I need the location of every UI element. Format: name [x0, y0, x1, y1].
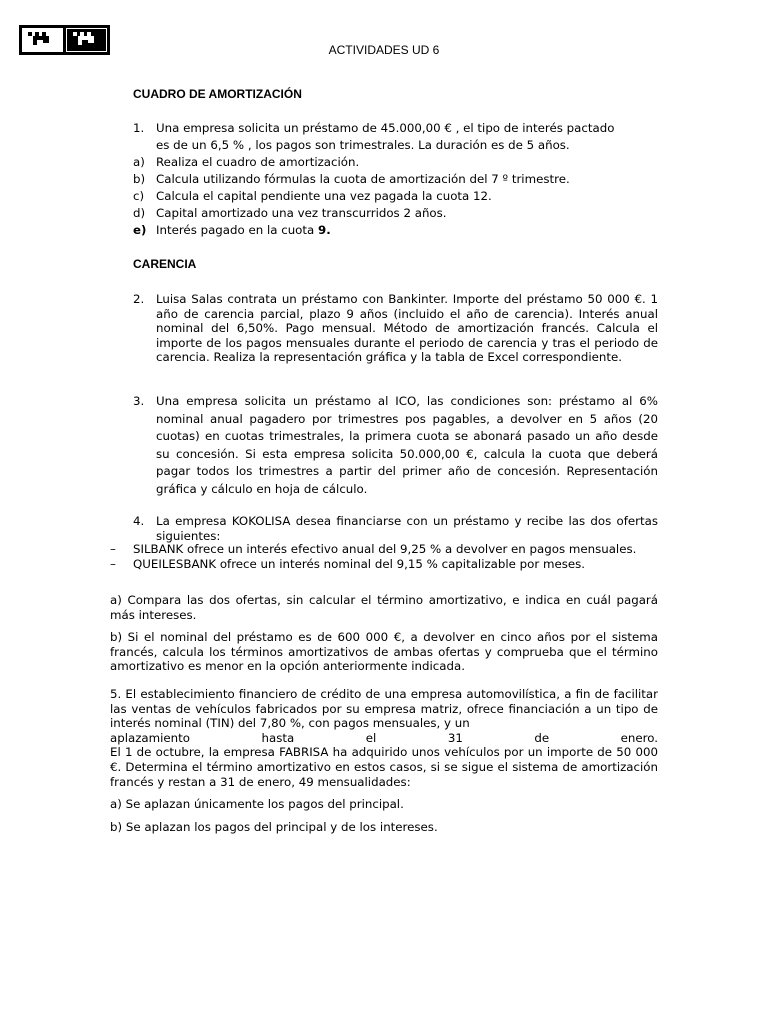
- dash-marker: –: [110, 542, 116, 556]
- exercise-number: 1.: [133, 121, 145, 135]
- page-title: ACTIVIDADES UD 6: [328, 43, 440, 57]
- offer-silbank: [110, 542, 658, 557]
- exercise-number: 2.: [133, 292, 145, 306]
- exercise-5-part-b: b) Se aplazan los pagos del principal y de los intereses.: [110, 820, 438, 834]
- dash-marker: –: [110, 556, 116, 571]
- section-title-amortizacion: CUADRO DE AMORTIZACIÓN: [133, 87, 302, 101]
- subitem-text-bold: 9.: [318, 223, 331, 237]
- exercise-4-part-b: b) Si el nominal del préstamo es de 600 000 €, a devolver en cinco años por el sistema francés, calcula los términos amortizativos de ambas ofertas y comprueba que el término amortizativo es menor en la opción anteriormente indicada.: [110, 630, 658, 674]
- subitem-a: [133, 154, 658, 171]
- section-title-carencia: CARENCIA: [133, 257, 197, 271]
- offer-text: QUEILESBANK ofrece un interés nominal del 9,15 % capitalizable por meses.: [133, 556, 586, 571]
- subitem-marker: b): [133, 172, 146, 186]
- exercise-5: [110, 687, 658, 789]
- word: de: [534, 730, 550, 745]
- subitem-e: [133, 222, 658, 239]
- word: 31: [447, 730, 463, 745]
- subitem-text: Calcula el capital pendiente una vez pagada la cuota 12.: [156, 189, 492, 203]
- subitem-d: [133, 205, 658, 222]
- exercise-5-spread-line: [110, 731, 658, 746]
- exercise-1-line-2: es de un 6,5 % , los pagos son trimestrales. La duración es de 5 años.: [156, 138, 570, 152]
- subitem-marker: e): [133, 223, 147, 237]
- exercise-5-text-end: El 1 de octubre, la empresa FABRISA ha adquirido unos vehículos por un importe de 50 000 €. Determina el término amortizativo en estos casos, si se sigue el sistema de amortización francés y restan a 31 de enero, 49 mensualidades:: [110, 745, 658, 789]
- subitem-c: [133, 188, 658, 205]
- subitem-b: [133, 171, 658, 188]
- exercise-4-part-a: a) Compara las dos ofertas, sin calcular el término amortizativo, e indica en cuál pagará más intereses.: [110, 593, 658, 622]
- subitem-marker: d): [133, 206, 146, 220]
- exercise-number: 4.: [133, 514, 145, 528]
- word: hasta: [261, 730, 295, 745]
- exercise-3-text: Una empresa solicita un préstamo al ICO, las condiciones son: préstamo al 6% nominal anual pagadero por trimestres pos pagables, a devolver en 5 años (20 cuotas) en cuotas trimestrales, la primera cuota se abonará pasado un año desde su concesión. Si esta empresa solicita 50.000,00 €, calcula la cuota que deberá pagar todos los trimestres a partir del primer año de concesión. Representación gráfica y cálculo en hoja de cálculo.: [156, 394, 658, 496]
- exercise-4-text: La empresa KOKOLISA desea financiarse con un préstamo y recibe las dos ofertas siguientes:: [156, 514, 658, 543]
- word: aplazamiento: [110, 730, 190, 745]
- subitem-marker: c): [133, 189, 145, 203]
- exercise-number: 3.: [133, 394, 145, 408]
- exercise-1-line-1: Una empresa solicita un préstamo de 45.000,00 € , el tipo de interés pactado: [156, 121, 615, 135]
- offers-list: [110, 542, 658, 571]
- subitem-text: Realiza el cuadro de amortización.: [156, 155, 360, 169]
- exercise-1: [133, 120, 658, 239]
- exercise-5-part-a: a) Se aplazan únicamente los pagos del principal.: [110, 797, 404, 811]
- exercise-1-statement: [133, 120, 658, 154]
- offer-text: SILBANK ofrece un interés efectivo anual del 9,25 % a devolver en pagos mensuales.: [133, 542, 637, 556]
- subitem-text: Calcula utilizando fórmulas la cuota de amortización del 7 º trimestre.: [156, 172, 570, 186]
- subitem-text: Capital amortizado una vez transcurridos 2 años.: [156, 206, 447, 220]
- exercise-2-text: Luisa Salas contrata un préstamo con Bankinter. Importe del préstamo 50 000 €. 1 año de carencia parcial, plazo 9 años (incluido el año de carencia). Interés anual nominal del 6,50%. Pago mensual. Método de amortización francés. Calcula el importe de los pagos mensuales durante el periodo de carencia y tras el periodo de carencia. Realiza la representación gráfica y la tabla de Excel correspondiente.: [156, 292, 658, 365]
- subitem-marker: a): [133, 155, 145, 169]
- subitem-text: Interés pagado en la cuota: [156, 223, 318, 237]
- word: el: [365, 730, 377, 745]
- exercise-5-text-start: 5. El establecimiento financiero de crédito de una empresa automovilística, a fin de facilitar las ventas de vehículos fabricados por su empresa matriz, ofrece financiación a un tipo de interés nominal (TIN) del 7,80 %, con pagos mensuales, y un: [110, 687, 658, 731]
- offer-queilesbank: [110, 557, 658, 572]
- word: enero.: [620, 730, 658, 745]
